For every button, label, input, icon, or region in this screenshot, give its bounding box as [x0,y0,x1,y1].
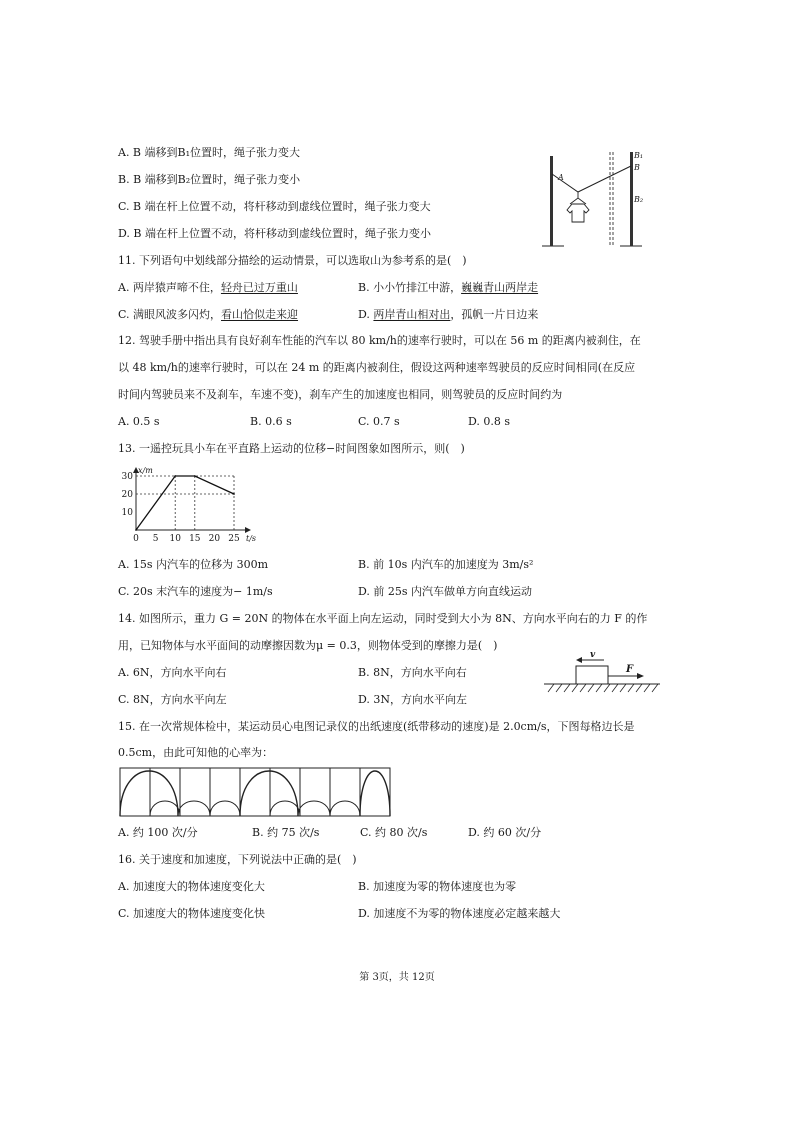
q14-option-a: A. 6N，方向水平向右 [118,666,227,679]
x-axis-label: t/s [246,534,256,543]
y-tick-label: 20 [121,490,133,500]
q10-option-c: C. B 端在杆上位置不动，将杆移动到虚线位置时，绳子张力变大 [118,200,431,213]
q11-option-d: D. 两岸青山相对出，孤帆一片日边来 [358,308,539,321]
x-tick-label: 25 [228,534,240,544]
velocity-label: v [590,650,596,660]
x-axis-arrow [245,527,251,533]
q12-option-b: B. 0.6 s [250,415,292,428]
q16-option-d: D. 加速度不为零的物体速度必定越来越大 [358,907,561,920]
q10-option-d: D. B 端在杆上位置不动，将杆移动到虚线位置时，绳子张力变小 [118,227,431,240]
q15-option-b: B. 约 75 次/s [252,826,320,839]
x-tick-label: 15 [189,534,201,544]
q12-stem-line1: 12. 驾驶手册中指出具有良好刹车性能的汽车以 80 km/h的速率行驶时，可以在 56 m 的距离内被刹住，在 [118,334,641,347]
block [576,666,608,684]
q10-label-b1: B₁ [634,151,644,160]
q14-option-c: C. 8N，方向水平向左 [118,693,227,706]
q10-option-b: B. B 端移到B₂位置时，绳子张力变小 [118,173,301,186]
force-label: F [626,664,634,675]
q10-label-b2: B₂ [634,195,644,204]
q14-figure [540,646,664,694]
data-point [233,493,235,495]
q12-option-d: D. 0.8 s [468,415,511,428]
q14-option-b: B. 8N，方向水平向右 [358,666,467,679]
x-tick-label: 10 [169,534,181,544]
q15-ecg-figure [118,766,394,820]
page-footer: 第 3页，共 12页 [359,972,435,983]
q12-stem-line3: 时间内驾驶员来不及刹车，车速不变)，刹车产生的加速度也相同，则驾驶员的反应时间约为 [118,388,563,401]
q15-stem-line1: 15. 在一次常规体检中，某运动员心电图记录仪的出纸速度(纸带移动的速度)是 2.0cm/s，下图每格边长是 [118,720,635,733]
q11-option-c: C. 满眼风波多闪灼，看山恰似走来迎 [118,308,299,321]
x-tick-label: 20 [208,534,221,544]
q15-option-a: A. 约 100 次/分 [118,826,198,839]
series-line [136,476,234,530]
q13-stem: 13. 一遥控玩具小车在平直路上运动的位移−时间图象如图所示，则( ) [118,442,465,455]
q11-stem: 11. 下列语句中划线部分描绘的运动情景，可以选取山为参考系的是( ) [118,254,467,267]
y-axis-label: x/m [138,466,153,475]
y-tick-label: 30 [121,472,133,482]
x-tick-label: 5 [152,534,159,544]
q15-option-c: C. 约 80 次/s [360,826,428,839]
q16-option-b: B. 加速度为零的物体速度也为零 [358,880,517,893]
q14-stem-line2: 用，已知物体与水平面间的动摩擦因数为μ = 0.3，则物体受到的摩擦力是( ) [118,639,498,652]
q11-option-b: B. 小小竹排江中游，巍巍青山两岸走 [358,281,539,294]
q13-option-b: B. 前 10s 内汽车的加速度为 3m/s² [358,558,534,571]
q13-xt-graph [116,464,256,554]
q12-option-c: C. 0.7 s [358,415,400,428]
q12-stem-line2: 以 48 km/h的速率行驶时，可以在 24 m 的距离内被刹住，假设这两种速率驾驶员的反应时间相同(在反应 [118,361,636,374]
data-point [174,475,176,477]
q14-option-d: D. 3N，方向水平向左 [358,693,468,706]
q13-option-c: C. 20s 末汽车的速度为− 1m/s [118,585,273,598]
ground-hatch [548,684,658,692]
q10-option-a: A. B 端移到B₁位置时，绳子张力变大 [118,146,301,159]
y-tick-label: 10 [121,508,133,518]
q14-stem-line1: 14. 如图所示，重力 G = 20N 的物体在水平面上向左运动，同时受到大小为 8N、方向水平向右的力 F 的作 [118,612,648,625]
q10-label-b: B [634,163,640,172]
q13-option-a: A. 15s 内汽车的位移为 300m [118,558,268,571]
q16-stem: 16. 关于速度和加速度，下列说法中正确的是( ) [118,853,357,866]
q16-option-c: C. 加速度大的物体速度变化快 [118,907,266,920]
x-tick-label: 0 [133,534,139,544]
data-point [194,475,196,477]
q15-option-d: D. 约 60 次/分 [468,826,542,839]
data-point [135,529,137,531]
q11-option-a: A. 两岸猿声啼不住，轻舟已过万重山 [118,281,298,294]
q10-label-a: A [558,173,564,182]
q13-option-d: D. 前 25s 内汽车做单方向直线运动 [358,585,533,598]
q16-option-a: A. 加速度大的物体速度变化大 [118,880,265,893]
q10-figure [538,144,648,252]
q12-option-a: A. 0.5 s [118,415,160,428]
q15-stem-line2: 0.5cm，由此可知他的心率为： [118,746,274,759]
